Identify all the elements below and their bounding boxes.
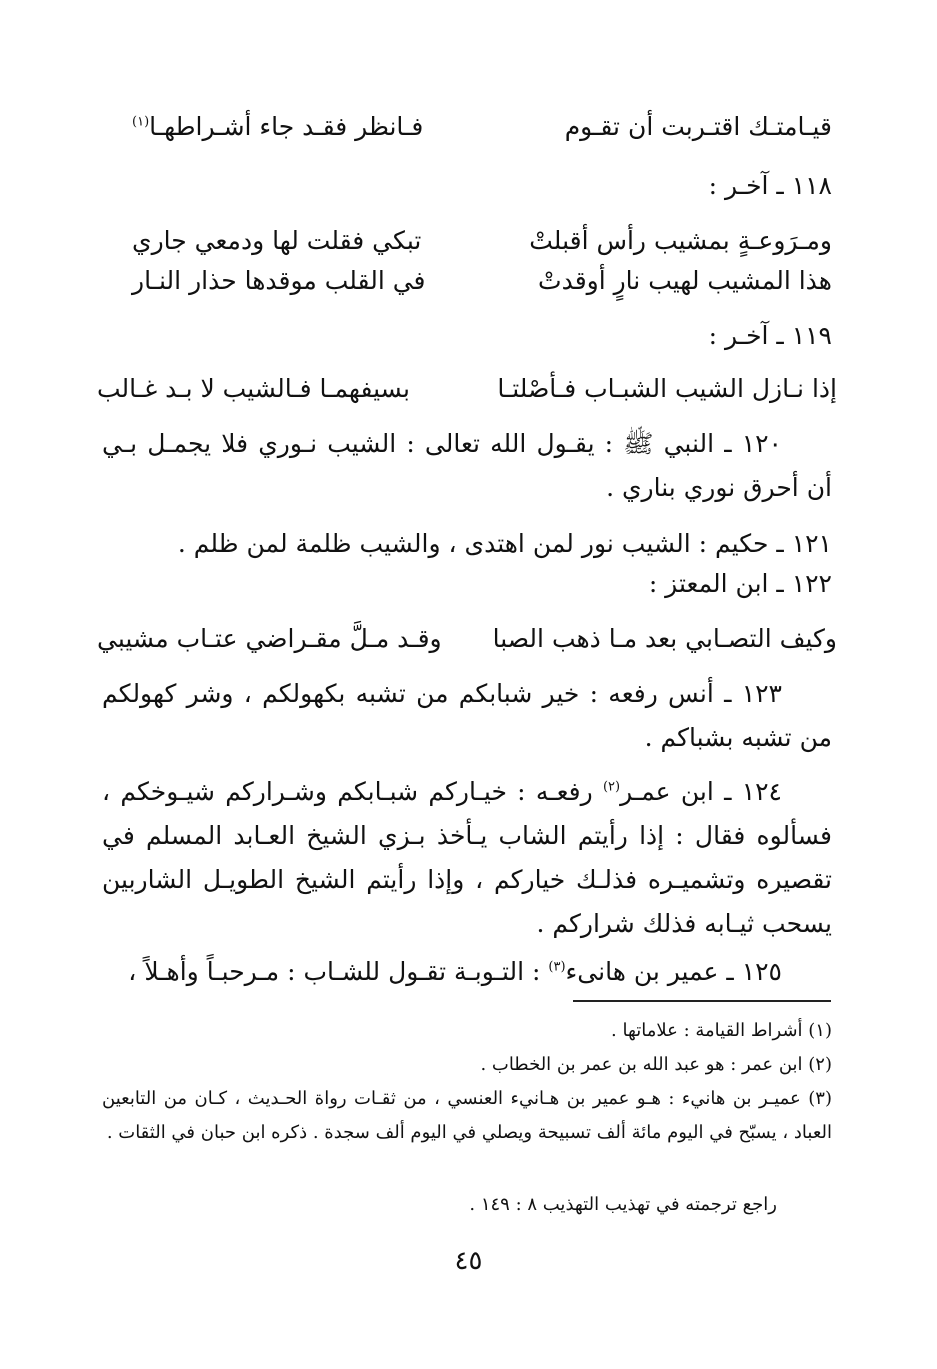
footnote-1: (١) أشراط القيامة : علاماتها . [611,1020,832,1041]
verse-5 [97,618,837,658]
entry-121: ١٢١ ـ حكيم : الشيب نور لمن اهتدى ، والشيب ظلمة لمن ظلم . [177,529,832,558]
entry-124-text: رفعـه : خيـاركم شبـابكم وشـراركم شيـوخكم ، فسألوه فقال : إذا رأيتم الشاب يـأخذ بـزي الشيخ العـابد المسلم في تقصيره وتشميـره فذلـك خياركم ، وإذا رأيتم الشيخ الطويـل الشاربين يسحب ثيـابه فذلك شراركم . [102,777,832,938]
verse-2-first-hemistich: ومـرَوعـةٍ بمشيب رأس أقبلتْ [529,225,832,255]
entry-120-text: ١٢٠ ـ النبي ﷺ : يقـول الله تعالى : الشيب نـوري فلا يجمـل بـي أن أحرق نوري بناري . [102,429,832,502]
entry-124 [102,770,832,946]
entry-123 [102,672,832,760]
entry-125 [102,952,832,992]
verse-3-second-hemistich: في القلب موقدها حذار النـار [132,265,426,295]
verse-2-second-hemistich: تبكي فقلت لها ودمعي جاري [132,225,422,255]
footnote-ref-3: (٣) [548,959,566,975]
entry-122-header: ١٢٢ ـ ابن المعتز : [648,569,832,598]
verse-5-first-hemistich: وكيف التصـابي بعد مـا ذهب الصبا [492,623,837,653]
entry-123-text: ١٢٣ ـ أنس رفعه : خير شبابكم من تشبه بكهولكم ، وشر كهولكم من تشبه بشباكم . [102,679,832,752]
entry-125-text: : التـوبـة تقـول للشـاب : مـرحبـاً وأهـلاً ، [128,957,549,986]
entry-120 [102,422,832,510]
entry-125-head: ١٢٥ ـ عمير بن هانىء [565,957,782,986]
verse-3-first-hemistich: هذا المشيب لهيب نارٍ أوقدتْ [538,265,832,295]
verse-1-second-hemistich [132,112,423,141]
footnote-3: (٣) عميـر بن هانيء : هـو عمير بن هـانيء العنسي ، من ثقـات رواة الحـديث ، كـان من التابعين العباد ، يسبّح في اليوم مائة ألف تسبيحة ويصلي في اليوم ألف سجدة . ذكره ابن حبان في الثقات . [102,1088,832,1143]
verse-4 [97,368,837,408]
page-number: ٤٥ [454,1246,483,1276]
verse-1-second-text: فـانظر فقـد جاء أشـراطهـا [149,111,424,141]
footnote-ref-1: (١) [132,114,150,130]
entry-119-header: ١١٩ ـ آخـر : [708,321,832,350]
footnote-separator [573,1000,831,1002]
verse-1-first-hemistich: قيـامتـك اقتـربت أن تقـوم [564,111,832,141]
entry-124-head: ١٢٤ ـ ابن عمـر [620,777,782,806]
footnote-2: (٢) ابن عمر : هو عبد الله بن عمر بن الخطاب . [480,1054,832,1075]
verse-3 [132,260,832,300]
footnote-3-reference: راجع ترجمته في تهذيب التهذيب ٨ : ١٤٩ . [469,1194,777,1215]
entry-118-header: ١١٨ ـ آخـر : [708,171,832,200]
verse-4-first-hemistich: إذا نـازل الشيب الشبـاب فـأصْلتـا [497,373,837,403]
footnote-ref-2: (٢) [602,779,621,795]
verse-1 [132,106,832,146]
verse-4-second-hemistich: بسيفهمـا فـالشيب لا بـد غـالب [97,373,410,403]
verse-5-second-hemistich: وقـد مـلَّ مقـراضي عتـاب مشيبي [97,623,442,653]
verse-2 [132,220,832,260]
